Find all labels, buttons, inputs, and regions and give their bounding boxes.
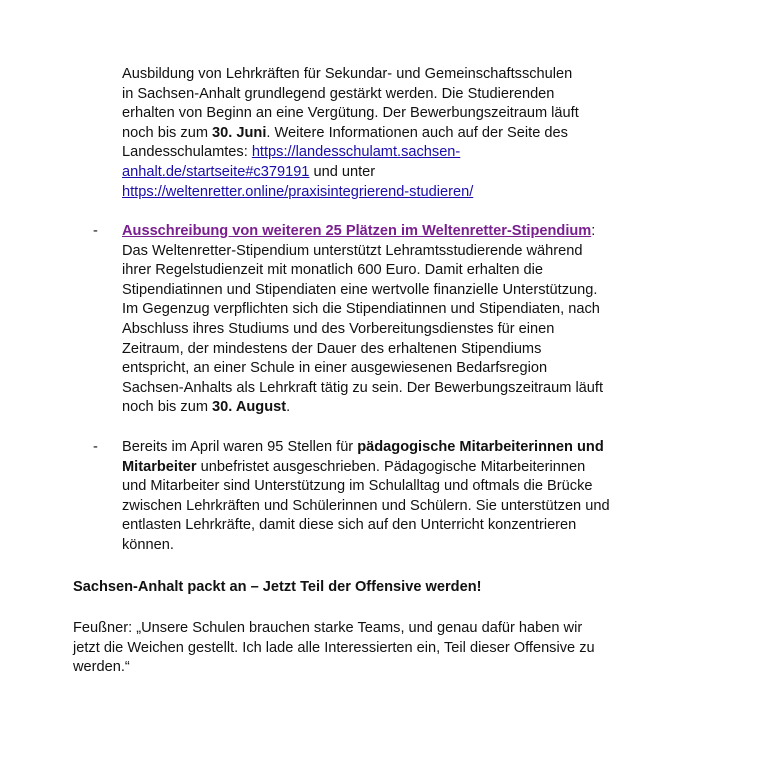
text-segment: . xyxy=(286,399,291,416)
text-line: Zeitraum, der mindestens der Dauer des erhaltenen Stipendiums xyxy=(122,340,542,357)
text-line: zwischen Lehrkräften und Schülerinnen und Schülern. Sie unterstützen und xyxy=(122,497,610,514)
text-segment: : xyxy=(591,223,596,239)
landesschulamt-link-continued[interactable]: anhalt.de/startseite#c379191 xyxy=(122,163,310,180)
landesschulamt-link[interactable]: https://landesschulamt.sachsen- xyxy=(251,144,461,161)
text-line: in Sachsen-Anhalt grundlegend gestärkt werden. Die Studierenden xyxy=(122,85,555,102)
text-line xyxy=(122,143,652,163)
text-line xyxy=(122,183,652,203)
quote-paragraph xyxy=(73,619,693,678)
stipendium-title-link[interactable]: Ausschreibung von weiteren 25 Plätzen im Weltenretter-Stipendium xyxy=(122,223,592,239)
list-dash: - xyxy=(93,439,98,455)
list-item-body xyxy=(122,222,652,418)
text-line: können. xyxy=(122,536,174,553)
text-line: Das Weltenretter-Stipendium unterstützt Lehramtsstudierende während xyxy=(122,242,583,259)
text-line: entlasten Lehrkräfte, damit diese sich auf den Unterricht konzentrieren xyxy=(122,517,577,534)
text-segment: noch bis zum xyxy=(122,399,213,416)
text-line: und Mitarbeiter sind Unterstützung im Schulalltag und oftmals die Brücke xyxy=(122,478,593,495)
deadline-date: 30. Juni xyxy=(212,124,267,141)
text-segment: . Weitere Informationen auch auf der Seite des xyxy=(266,124,568,141)
text-line xyxy=(122,458,652,478)
text-line xyxy=(122,398,652,418)
text-segment: Bereits im April waren 95 Stellen für xyxy=(122,439,358,455)
text-segment: unbefristet ausgeschrieben. Pädagogische Mitarbeiterinnen xyxy=(196,458,586,475)
text-line: werden.“ xyxy=(73,659,130,676)
list-dash: - xyxy=(93,223,98,239)
text-line: Ausbildung von Lehrkräften für Sekundar- und Gemeinschaftsschulen xyxy=(122,66,573,82)
text-line: entspricht, an einer Schule in einer ausgewiesenen Bedarfsregion xyxy=(122,360,548,377)
text-segment: Landesschulamtes: xyxy=(122,144,252,161)
section-heading: Sachsen-Anhalt packt an – Jetzt Teil der Offensive werden! xyxy=(73,579,482,595)
text-line: Im Gegenzug verpflichten sich die Stipendiatinnen und Stipendiaten, nach xyxy=(122,301,600,318)
text-line xyxy=(122,222,652,242)
weltenretter-link[interactable]: https://weltenretter.online/praxisintegrierend-studieren/ xyxy=(122,183,474,200)
text-line xyxy=(122,163,652,183)
text-line xyxy=(122,438,652,458)
bold-term: Mitarbeiter xyxy=(122,458,197,475)
intro-paragraph xyxy=(122,65,652,202)
text-line: ihrer Regelstudienzeit mit monatlich 600 Euro. Damit erhalten die xyxy=(122,262,543,279)
text-line: Stipendiatinnen und Stipendiaten eine wertvolle finanzielle Unterstützung. xyxy=(122,281,598,298)
deadline-date: 30. August xyxy=(212,399,287,416)
list-item-body xyxy=(122,438,652,556)
text-segment: und unter xyxy=(309,163,376,180)
text-segment: noch bis zum xyxy=(122,124,213,141)
text-line: jetzt die Weichen gestellt. Ich lade alle Interessierten ein, Teil dieser Offensive zu xyxy=(73,639,595,656)
text-line: erhalten von Beginn an eine Vergütung. Der Bewerbungszeitraum läuft xyxy=(122,105,579,122)
text-line: Feußner: „Unsere Schulen brauchen starke Teams, und genau dafür haben wir xyxy=(73,620,583,636)
bold-term: pädagogische Mitarbeiterinnen und xyxy=(357,439,604,455)
text-line: Sachsen-Anhalts als Lehrkraft tätig zu sein. Der Bewerbungszeitraum läuft xyxy=(122,379,604,396)
text-line xyxy=(122,124,652,144)
text-line: Abschluss ihres Studiums und des Vorbereitungsdienstes für einen xyxy=(122,320,555,337)
